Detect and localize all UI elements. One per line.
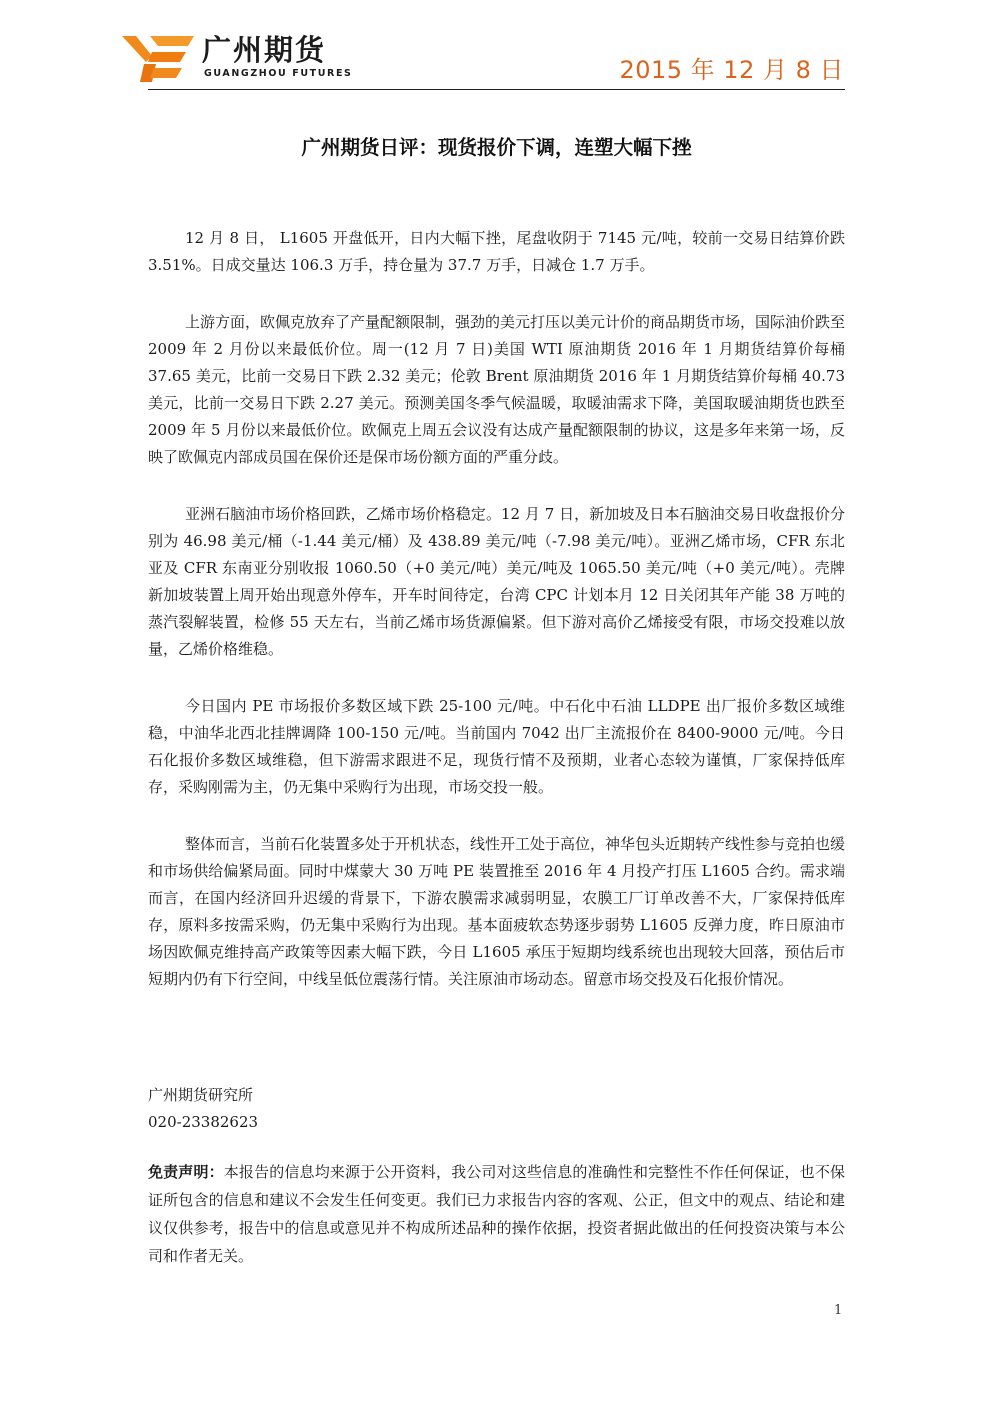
report-body — [148, 225, 845, 1023]
brand-name-cn: 广州期货 — [202, 33, 327, 67]
page-header — [122, 28, 846, 90]
guangzhou-futures-logo-icon — [122, 32, 194, 84]
disclaimer — [148, 1158, 845, 1270]
page-number: 1 — [834, 1303, 843, 1318]
paragraph-outlook: 整体而言，当前石化装置多处于开机状态，线性开工处于高位，神华包头近期转产线性参与竞拍也缓和市场供给偏紧局面。同时中煤蒙大 30 万吨 PE 装置推至 2016 年 4 月投产打压 L1605 合约。需求端而言，在国内经济回升迟缓的背景下，下游农膜需求减弱明显，农膜工厂订单改善不大，厂家保持低库存，原料多按需采购，仍无集中采购行为出现。基本面疲软态势逐步弱势 L1605 反弹力度，昨日原油市场因欧佩克维持高产政策等因素大幅下跌，今日 L1605 承压于短期均线系统也出现较大回落，预估后市短期内仍有下行空间，中线呈低位震荡行情。关注原油市场动态。留意市场交投及石化报价情况。 — [148, 835, 846, 988]
contact-org: 广州期货研究所 — [148, 1086, 254, 1104]
disclaimer-label: 免责声明： — [148, 1163, 224, 1181]
paragraph-domestic-pe: 今日国内 PE 市场报价多数区域下跌 25-100 元/吨。中石化中石油 LLDPE 出厂报价多数区域维稳，中油华北西北挂牌调降 100-150 元/吨。当前国内 7042 出厂主流报价在 8400-9000 元/吨。今日石化报价多数区域维稳，但下游需求跟进不足，现货行情不及预期，业者心态较为谨慎，厂家保持低库存，采购刚需为主，仍无集中采购行为出现，市场交投一般。 — [148, 697, 845, 796]
report-title: 广州期货日评：现货报价下调，连塑大幅下挫 — [301, 136, 692, 159]
header-divider — [148, 89, 845, 90]
paragraph-naphtha-ethylene: 亚洲石脑油市场价格回跌，乙烯市场价格稳定。12 月 7 日，新加坡及日本石脑油交易日收盘报价分别为 46.98 美元/桶（-1.44 美元/桶）及 438.89 美元/吨（-7.98 美元/吨）。亚洲乙烯市场，CFR 东北亚及 CFR 东南亚分别收报 1060.50（+0 美元/吨）美元/吨及 1065.50 美元/吨（+0 美元/吨）。壳牌新加坡装置上周开始出现意外停车，开车时间待定，台湾 CPC 计划本月 12 日关闭其年产能 38 万吨的蒸汽裂解装置，检修 55 天左右，当前乙烯市场货源偏紧。但下游对高价乙烯接受有限，市场交投难以放量，乙烯价格维稳。 — [148, 505, 845, 658]
disclaimer-text: 本报告的信息均来源于公开资料，我公司对这些信息的准确性和完整性不作任何保证，也不保证所包含的信息和建议不会发生任何变更。我们已力求报告内容的客观、公正，但文中的观点、结论和建议仅供参考，报告中的信息或意见并不构成所述品种的操作依据，投资者据此做出的任何投资决策与本公司和作者无关。 — [148, 1163, 845, 1265]
paragraph-market-summary: 12 月 8 日， L1605 开盘低开，日内大幅下挫，尾盘收阴于 7145 元/吨，较前一交易日结算价跌 3.51%。日成交量达 106.3 万手，持仓量为 37.7 万手，日减仓 1.7 万手。 — [148, 229, 845, 274]
brand-name-en: GUANGZHOU FUTURES — [204, 68, 353, 79]
report-date: 2015 年 12 月 8 日 — [619, 56, 844, 84]
contact-phone: 020-23382623 — [148, 1113, 259, 1131]
paragraph-upstream: 上游方面，欧佩克放弃了产量配额限制，强劲的美元打压以美元计价的商品期货市场，国际油价跌至 2009 年 2 月份以来最低价位。周一(12 月 7 日)美国 WTI 原油期货 2016 年 1 月期货结算价每桶 37.65 美元，比前一交易日下跌 2.32 美元；伦敦 Brent 原油期货 2016 年 1 月期货结算价每桶 40.73 美元，比前一交易日下跌 2.27 美元。预测美国冬季气候温暖，取暖油需求下降，美国取暖油期货也跌至 2009 年 5 月份以来最低价位。欧佩克上周五会议没有达成产量配额限制的协议，这是多年来第一场，反映了欧佩克内部成员国在保价还是保市场份额方面的严重分歧。 — [148, 313, 846, 466]
contact-block — [148, 1082, 258, 1136]
